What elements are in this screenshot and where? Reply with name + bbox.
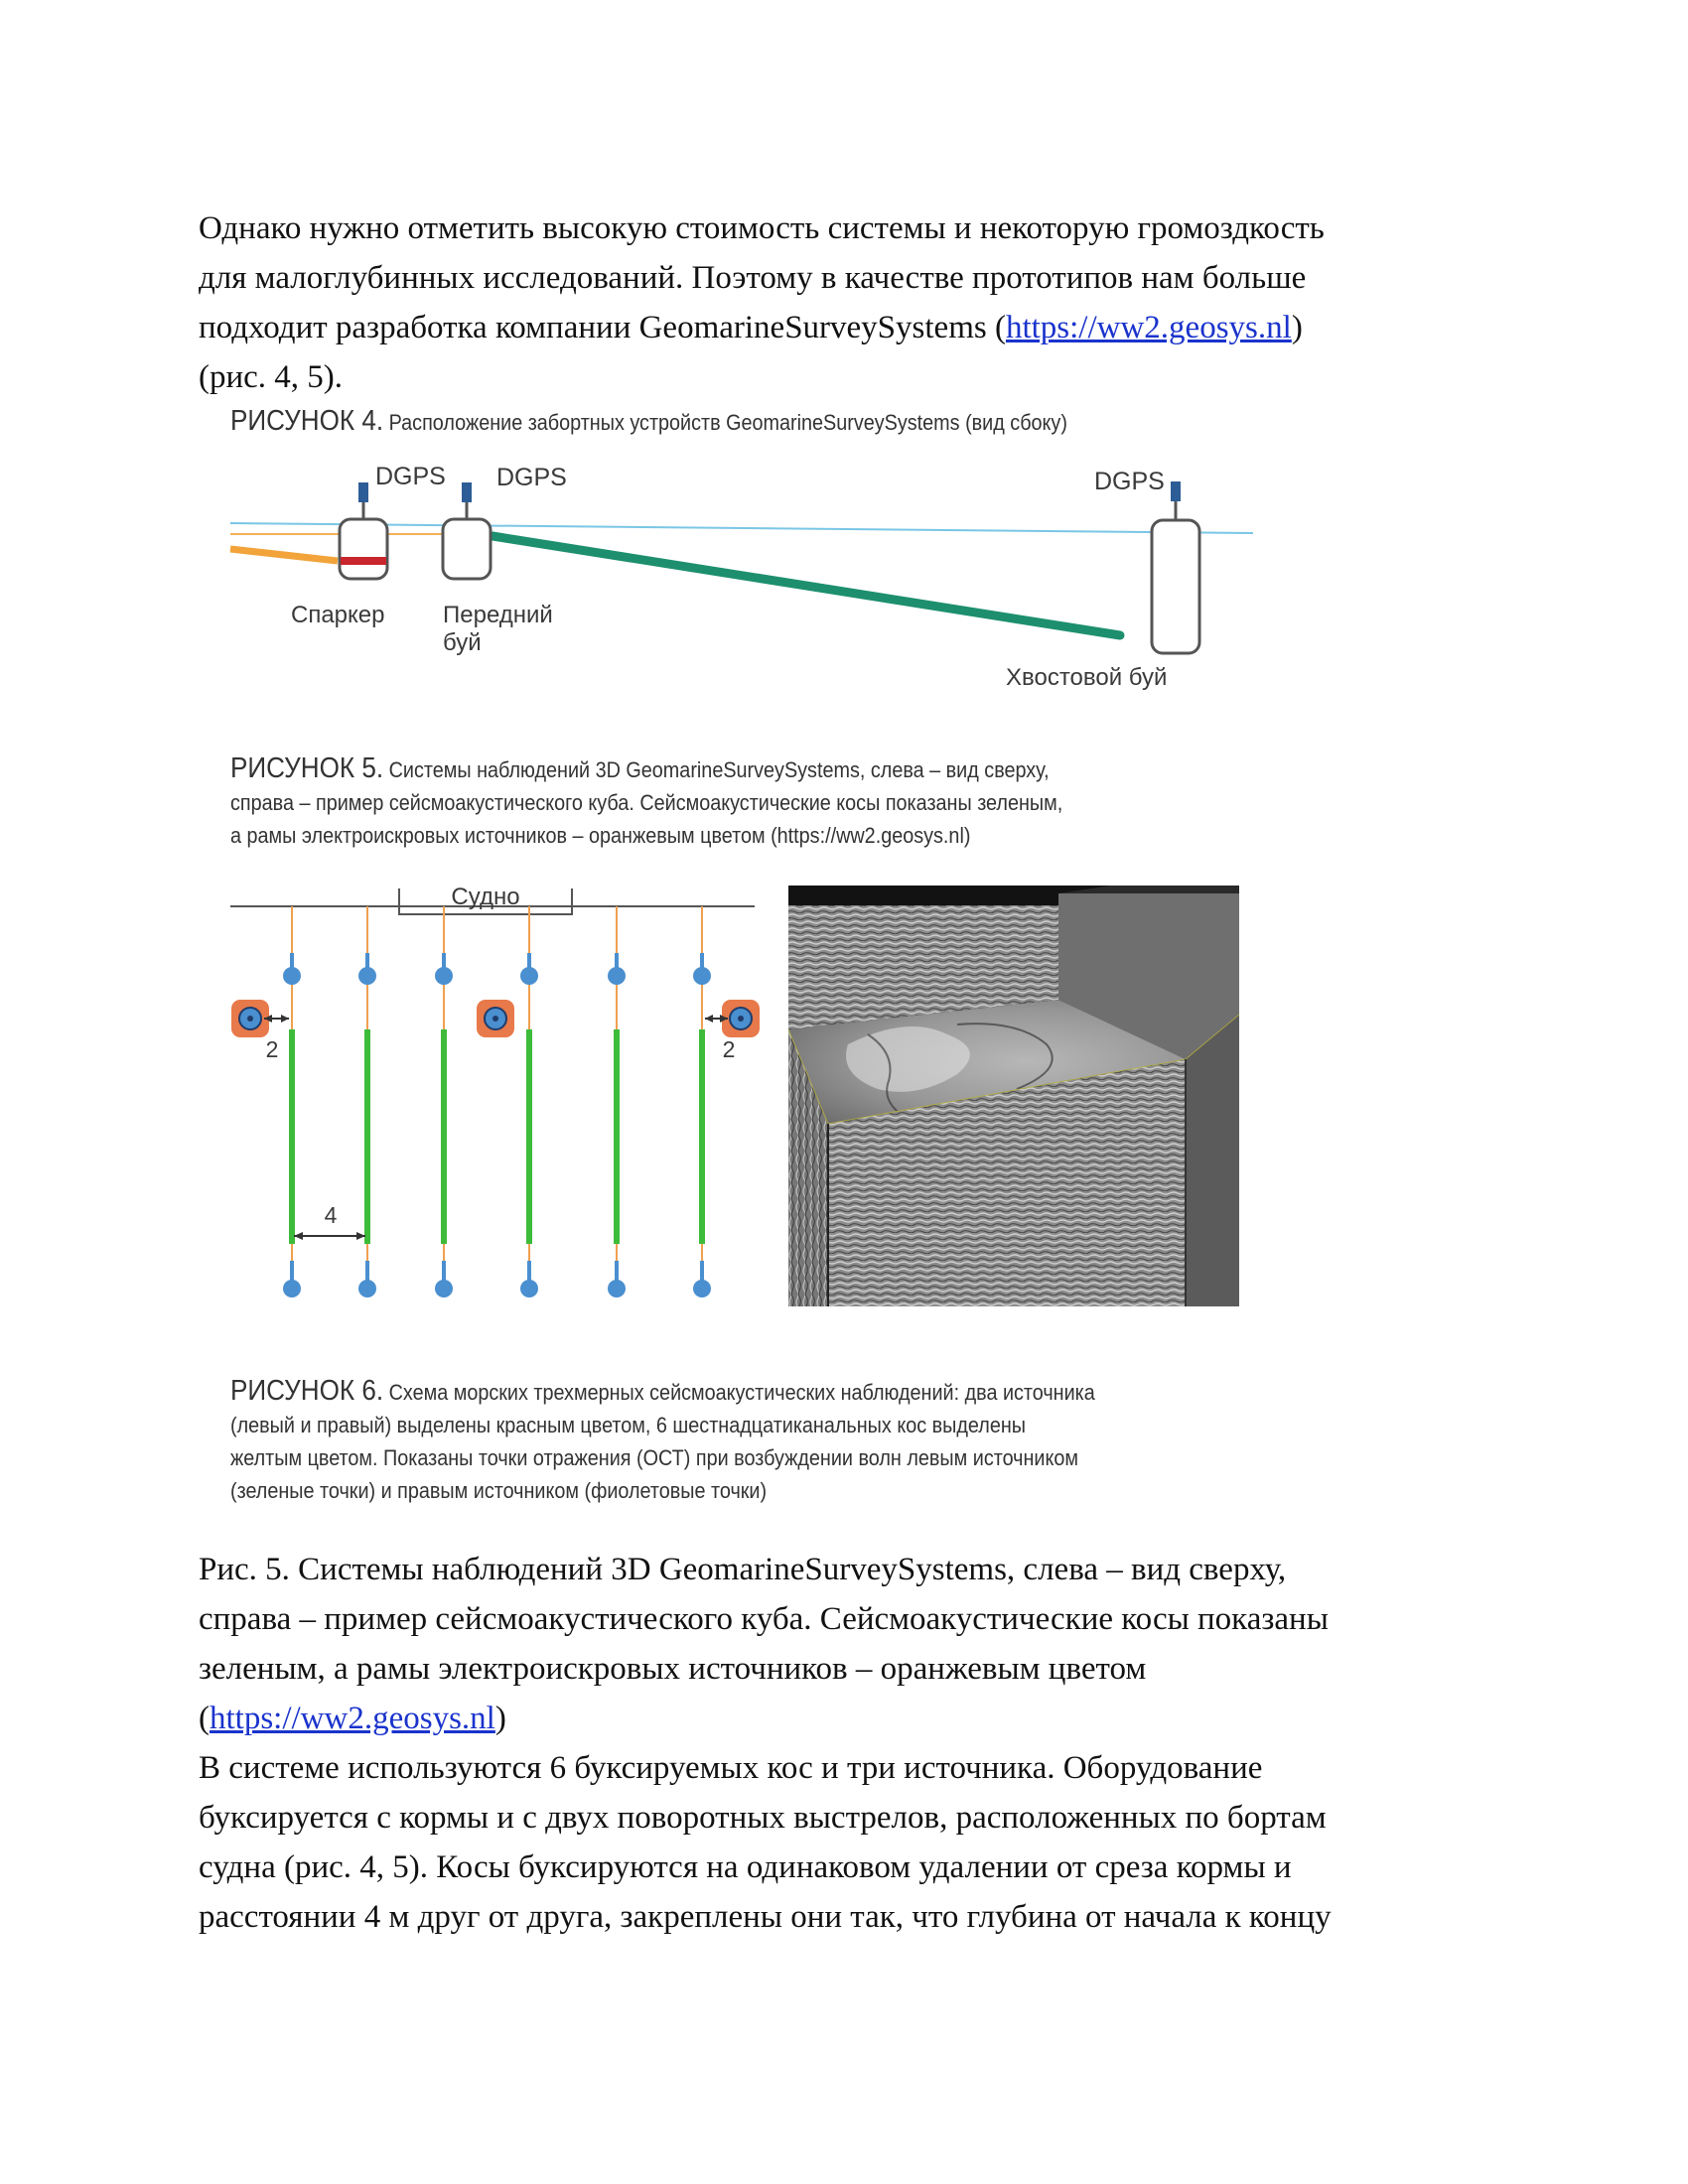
figure-6-label: РИСУНОК 6.	[230, 1375, 384, 1407]
figure-6-caption-line: (левый и правый) выделены красным цветом, 6 шестнадцатиканальных кос выделены	[230, 1413, 1027, 1437]
source-left	[231, 1000, 269, 1037]
streamer-2	[358, 906, 376, 1297]
figure-5-label: РИСУНОК 5.	[230, 752, 384, 784]
intro-line-4: (рис. 4, 5).	[199, 359, 344, 395]
dgps-label: DGPS	[1094, 468, 1165, 495]
offset-label-left: 2	[265, 1036, 279, 1062]
figure-5-text-caption	[199, 1545, 1470, 1743]
figure-6-caption	[230, 1375, 1213, 1507]
figure-5-caption-line: Системы наблюдений 3D GeomarineSurveySystems, слева – вид сверху,	[388, 757, 1050, 782]
streamer-4	[520, 906, 538, 1297]
tail-buoy-label: Хвостовой буй	[1006, 664, 1168, 691]
vessel-label: Судно	[451, 884, 520, 910]
front-buoy-label: буй	[443, 629, 482, 656]
streamer-5	[608, 906, 626, 1297]
figure-5-caption-line: а рамы электроискровых источников – оранжевым цветом (https://ww2.geosys.nl)	[230, 823, 971, 848]
intro-line-1: Однако нужно отметить высокую стоимость системы и некоторую громоздкость	[199, 210, 1325, 246]
caption-line: Рис. 5. Системы наблюдений 3D GeomarineSurveySystems, слева – вид сверху,	[199, 1552, 1287, 1587]
body-line: В системе используются 6 буксируемых кос и три источника. Оборудование	[199, 1750, 1263, 1786]
intro-line-2: для малоглубинных исследований. Поэтому в качестве прототипов нам больше	[199, 260, 1307, 296]
seismic-cube-image	[788, 886, 1239, 1306]
figure-6-caption-line: желтым цветом. Показаны точки отражения (ОСТ) при возбуждении волн левым источником	[230, 1445, 1078, 1470]
figure-4-caption-text: Расположение забортных устройств GeomarineSurveySystems (вид сбоку)	[388, 410, 1067, 435]
geosys-link[interactable]: https://ww2.geosys.nl	[210, 1701, 495, 1736]
spacing-label: 4	[324, 1202, 338, 1228]
body-paragraph	[199, 1743, 1470, 1942]
sparker-label: Спаркер	[291, 602, 385, 628]
caption-paren-close: )	[494, 1701, 506, 1736]
figure-6-caption-line: Схема морских трехмерных сейсмоакустических наблюдений: два источника	[388, 1380, 1095, 1405]
caption-paren-open: (	[199, 1701, 210, 1736]
streamer-3	[435, 906, 453, 1297]
streamer-6	[693, 906, 711, 1297]
geosys-link[interactable]: https://ww2.geosys.nl	[1005, 310, 1292, 345]
body-line: буксируется с кормы и с двух поворотных выстрелов, расположенных по бортам	[199, 1800, 1327, 1836]
source-center	[477, 1000, 514, 1037]
figure-5-caption-line: справа – пример сейсмоакустического куба. Сейсмоакустические косы показаны зеленым,	[230, 790, 1063, 815]
dgps-label: DGPS	[375, 463, 446, 490]
dgps-label: DGPS	[496, 464, 567, 491]
body-line: судна (рис. 4, 5). Косы буксируются на одинаковом удалении от среза кормы и	[199, 1849, 1292, 1885]
intro-line-3-text: подходит разработка компании GeomarineSurveySystems (	[199, 310, 1006, 345]
cube-side-wall	[1186, 1015, 1239, 1306]
figure-6-caption-line: (зеленые точки) и правым источником (фиолетовые точки)	[230, 1478, 768, 1503]
caption-line: справа – пример сейсмоакустического куба. Сейсмоакустические косы показаны	[199, 1601, 1329, 1637]
front-buoy-label: Передний	[443, 602, 553, 628]
offset-label-right: 2	[722, 1036, 736, 1062]
caption-link-line	[199, 1694, 1470, 1743]
figure-4-label: РИСУНОК 4.	[230, 405, 384, 437]
caption-line: зеленым, а рамы электроискровых источников – оранжевым цветом	[199, 1651, 1147, 1687]
intro-line-3-close: )	[1291, 310, 1303, 345]
streamer-1	[283, 906, 301, 1297]
body-line: расстоянии 4 м друг от друга, закреплены они так, что глубина от начала к концу	[199, 1899, 1332, 1935]
